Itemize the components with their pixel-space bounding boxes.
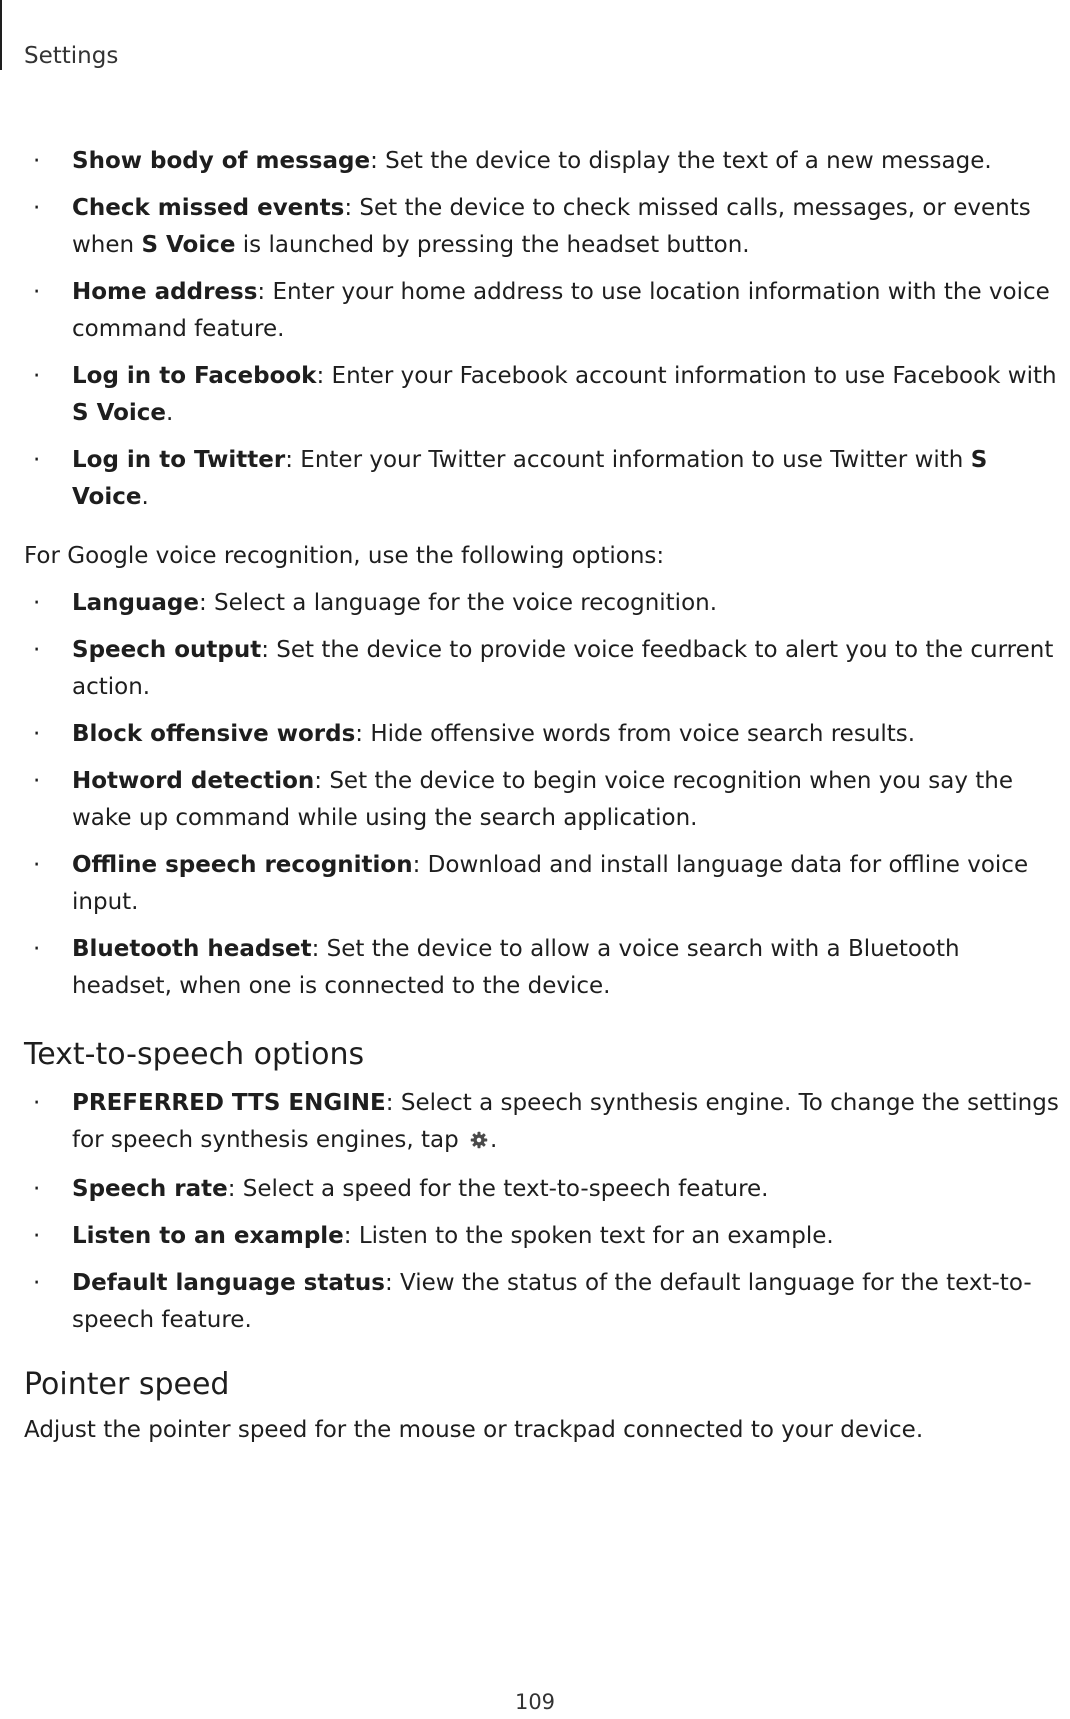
- pointer-speed-heading: Pointer speed: [24, 1367, 230, 1402]
- list-item-block-offensive-words: [24, 716, 1070, 753]
- bullet-dot: ·: [33, 363, 41, 389]
- option-description-end: .: [490, 1127, 498, 1153]
- bullet-dot: ·: [33, 195, 41, 221]
- option-description-end: .: [166, 400, 174, 426]
- option-description-end: is launched by pressing the headset button.: [235, 232, 750, 258]
- option-term: Bluetooth headset: [72, 936, 312, 962]
- voice-options-list: [24, 143, 1070, 516]
- option-description: : Set the device to provide voice feedback to alert you to the current action.: [72, 637, 1054, 700]
- page-header-title: Settings: [24, 43, 119, 69]
- option-description: : Select a speech synthesis engine. To change the settings for speech synthesis engines, tap: [72, 1090, 1059, 1153]
- list-item-speech-rate: [24, 1171, 1070, 1208]
- list-item-default-language-status: [24, 1265, 1070, 1339]
- list-item-offline-speech-recognition: [24, 847, 1070, 921]
- page-content: [24, 143, 1070, 1449]
- bullet-dot: ·: [33, 637, 41, 663]
- bullet-dot: ·: [33, 1223, 41, 1249]
- bullet-dot: ·: [33, 721, 41, 747]
- s-voice-term: S Voice: [141, 232, 236, 258]
- option-description: : Enter your Facebook account information to use Facebook with: [316, 363, 1057, 389]
- list-item-log-in-to-twitter: [24, 442, 1070, 516]
- option-description: : Select a speed for the text-to-speech feature.: [227, 1176, 769, 1202]
- tts-options-list: [24, 1085, 1070, 1339]
- option-term: PREFERRED TTS ENGINE: [72, 1090, 386, 1116]
- google-intro-text: For Google voice recognition, use the following options:: [24, 543, 665, 569]
- tts-section-heading: Text-to-speech options: [24, 1037, 365, 1072]
- list-item-show-body-of-message: [24, 143, 1070, 180]
- bullet-dot: ·: [33, 590, 41, 616]
- option-term: Speech rate: [72, 1176, 228, 1202]
- option-term: Listen to an example: [72, 1223, 344, 1249]
- list-item-language: [24, 585, 1070, 622]
- bullet-dot: ·: [33, 852, 41, 878]
- bullet-dot: ·: [33, 768, 41, 794]
- list-item-preferred-tts-engine: [24, 1085, 1070, 1161]
- header-rule: [0, 0, 2, 70]
- bullet-dot: ·: [33, 1176, 41, 1202]
- option-description-end: .: [141, 484, 149, 510]
- list-item-log-in-to-facebook: [24, 358, 1070, 432]
- option-term: Log in to Facebook: [72, 363, 317, 389]
- s-voice-term: S Voice: [72, 400, 167, 426]
- gear-icon: [470, 1124, 488, 1161]
- option-description: : Enter your home address to use location information with the voice command feature.: [72, 279, 1050, 342]
- option-description: : Set the device to display the text of a new message.: [370, 148, 992, 174]
- option-term: Check missed events: [72, 195, 345, 221]
- bullet-dot: ·: [33, 148, 41, 174]
- option-description: : Hide offensive words from voice search results.: [355, 721, 916, 747]
- bullet-dot: ·: [33, 279, 41, 305]
- pointer-speed-text: Adjust the pointer speed for the mouse or trackpad connected to your device.: [24, 1417, 924, 1443]
- option-description: : Set the device to allow a voice search with a Bluetooth headset, when one is connected to the device.: [72, 936, 960, 999]
- option-description: : Download and install language data for offline voice input.: [72, 852, 1029, 915]
- option-term: Show body of message: [72, 148, 371, 174]
- list-item-hotword-detection: [24, 763, 1070, 837]
- option-term: Hotword detection: [72, 768, 315, 794]
- option-term: Home address: [72, 279, 258, 305]
- list-item-listen-to-an-example: [24, 1218, 1070, 1255]
- option-description: : View the status of the default language for the text-to-speech feature.: [72, 1270, 1032, 1333]
- list-item-bluetooth-headset: [24, 931, 1070, 1005]
- option-term: Default language status: [72, 1270, 385, 1296]
- option-description: : Listen to the spoken text for an example.: [343, 1223, 834, 1249]
- list-item-speech-output: [24, 632, 1070, 706]
- option-term: Language: [72, 590, 199, 616]
- option-term: Log in to Twitter: [72, 447, 286, 473]
- option-description: : Set the device to check missed calls, messages, or events when: [72, 195, 1031, 258]
- option-description: : Enter your Twitter account information to use Twitter with: [285, 447, 971, 473]
- list-item-check-missed-events: [24, 190, 1070, 264]
- option-term: Block offensive words: [72, 721, 356, 747]
- option-description: : Select a language for the voice recognition.: [198, 590, 718, 616]
- option-term: Offline speech recognition: [72, 852, 413, 878]
- bullet-dot: ·: [33, 936, 41, 962]
- bullet-dot: ·: [33, 1090, 41, 1116]
- list-item-home-address: [24, 274, 1070, 348]
- google-options-list: [24, 585, 1070, 1005]
- bullet-dot: ·: [33, 1270, 41, 1296]
- bullet-dot: ·: [33, 447, 41, 473]
- option-description: : Set the device to begin voice recognition when you say the wake up command while using the search application.: [72, 768, 1014, 831]
- page-number: 109: [514, 1690, 556, 1714]
- option-term: Speech output: [72, 637, 262, 663]
- s-voice-term: S Voice: [72, 447, 988, 510]
